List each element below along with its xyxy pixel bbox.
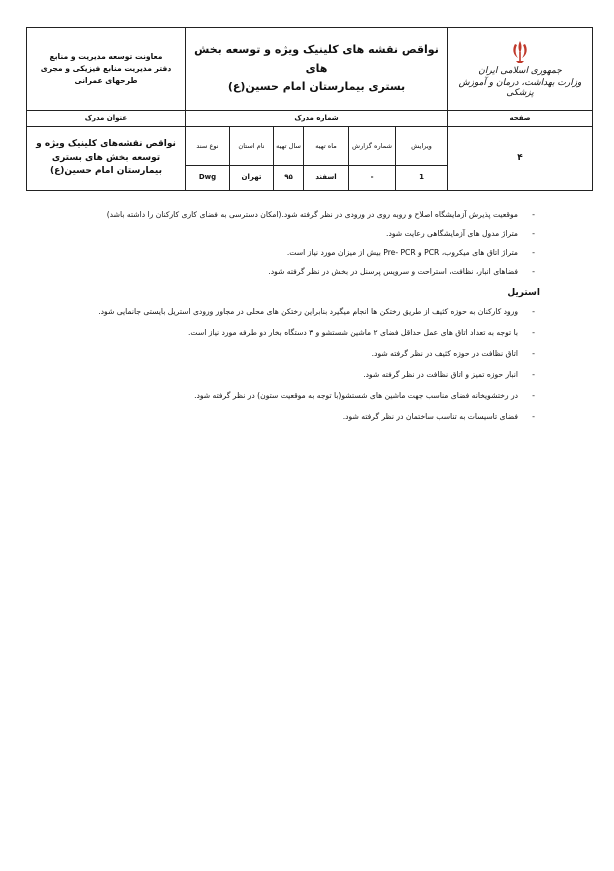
list-item-text: فضاهای انبار، نظافت، استراحت و سرویس پرسنل در بخش در نظر گرفته شود. (268, 267, 518, 276)
bullet-icon: - (532, 391, 535, 400)
bullet-icon: - (532, 328, 535, 337)
col-month: ماه تهیه (304, 127, 349, 166)
list-item-text: ورود کارکنان به حوزه کثیف از طریق رختکن ها انجام میگیرد بنابراین رختکن های محلی در مجاور ورودی استریل بایستی جانمایی شود. (98, 307, 518, 316)
val-month: اسفند (304, 166, 349, 191)
bullet-icon: - (532, 307, 535, 316)
val-report-no: - (349, 166, 396, 191)
document-body (70, 206, 540, 429)
col-edition: ویرایش (396, 127, 448, 166)
sterile-notes-list (70, 303, 535, 425)
doc-title-line2: توسعه بخش های بستری (51, 152, 161, 163)
doc-title-line1: نواقص نقشه‌های کلینیک ویژه و (36, 138, 176, 149)
docnum-label: شماره مدرک (186, 111, 448, 127)
list-item (70, 408, 535, 425)
val-province: تهران (230, 166, 274, 191)
department-cell (27, 28, 186, 111)
section-heading-sterile: استریل (507, 288, 540, 298)
col-province: نام استان (230, 127, 274, 166)
list-item (70, 263, 535, 280)
col-report-no: شماره گزارش (349, 127, 396, 166)
list-item-text: انبار حوزه تمیز و اتاق نظافت در نظر گرفته شود. (363, 370, 518, 379)
list-item-text: اتاق نظافت در حوزه کثیف در نظر گرفته شود. (371, 349, 518, 358)
document-title-cell (27, 127, 186, 191)
list-item (70, 324, 535, 341)
ministry-logo-cell (448, 28, 593, 111)
list-item (70, 303, 535, 320)
bullet-icon: - (532, 267, 535, 276)
doctitle-label: عنوان مدرک (27, 111, 186, 127)
col-doc-type: نوع سند (186, 127, 230, 166)
bullet-icon: - (532, 210, 535, 219)
doc-title-line3: بیمارستان امام حسین(ع) (50, 166, 162, 177)
main-title-line2: بستری بیمارستان امام حسین(ع) (227, 80, 406, 94)
bullet-icon: - (532, 248, 535, 257)
list-item (70, 225, 535, 242)
main-title-line1: نواقص نقشه های کلینیک ویژه و توسعه بخش های (194, 42, 439, 75)
bullet-icon: - (532, 370, 535, 379)
list-item (70, 206, 535, 223)
list-item-text: متراژ مدول های آزمایشگاهی رعایت شود. (386, 229, 518, 238)
page-number: ۴ (448, 127, 593, 191)
ministry-name-line2: وزارت بهداشت، درمان و آموزش پزشکی (458, 77, 582, 99)
bullet-icon: - (532, 349, 535, 358)
list-item-text: با توجه به تعداد اتاق های عمل حداقل فضای ۲ ماشین شستشو و ۳ دستگاه بخار دو طرفه مورد نیاز است. (187, 328, 518, 337)
list-item (70, 366, 535, 383)
val-year: ۹۵ (274, 166, 304, 191)
val-doc-type: Dwg (186, 166, 230, 191)
list-item-text: فضای تاسیسات به تناسب ساختمان در نظر گرفته شود. (342, 412, 518, 421)
bullet-icon: - (532, 412, 535, 421)
ministry-name-line1: جمهوری اسلامی ایران (478, 66, 562, 77)
dept-line3: طرحهای عمرانی (74, 75, 138, 85)
list-item (70, 244, 535, 261)
dept-line2: دفتر مدیریت منابع فیزیکی و مجری (40, 64, 172, 74)
document-main-title (186, 28, 448, 111)
header-table (26, 27, 593, 191)
list-item (70, 387, 535, 404)
list-item-text: متراژ اتاق های میکروب، PCR و Pre- PCR بیش از میزان مورد نیاز است. (286, 248, 518, 257)
page-label: صفحه (448, 111, 593, 127)
list-item-text: در رختشویخانه فضای مناسب جهت ماشین های شستشو(با توجه به موقعیت ستون) در نظر گرفته شود. (194, 391, 518, 400)
lab-notes-list (70, 206, 535, 280)
bullet-icon: - (532, 229, 535, 238)
list-item-text: موقعیت پذیرش آزمایشگاه اصلاح و روبه روی در ورودی در نظر گرفته شود.(امکان دسترسی به فضای کاری کارکنان را داشته باشد) (106, 210, 518, 219)
col-year: سال تهیه (274, 127, 304, 166)
list-item (70, 345, 535, 362)
iran-emblem-icon (509, 39, 531, 65)
val-edition: 1 (396, 166, 448, 191)
dept-line1: معاونت توسعه مدیریت و منابع (49, 52, 163, 62)
